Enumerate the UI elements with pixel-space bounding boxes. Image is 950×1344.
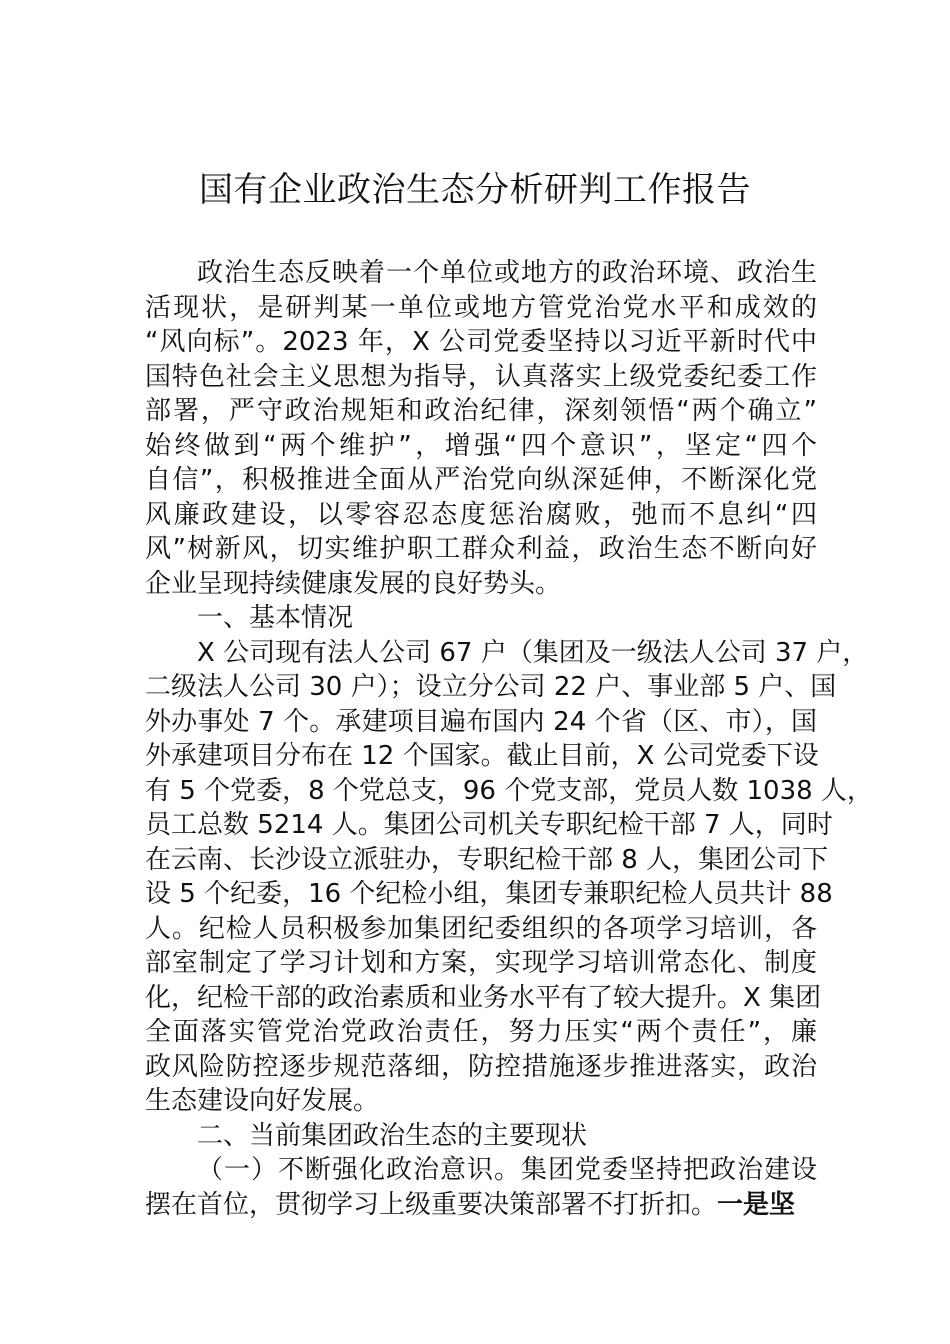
paragraph-line: 全面落实管党治党政治责任，努力压实“两个责任”，廉 [145,1017,817,1047]
paragraph-line: 外承建项目分布在 12 个国家。截止目前，X 公司党委下设 [145,741,819,771]
paragraph-line: 始终做到“两个维护”，增强“四个意识”，坚定“四个 [145,430,817,461]
paragraph-line: 化，纪检干部的政治素质和业务水平有了较大提升。X 集团 [145,982,822,1013]
section-heading: 二、当前集团政治生态的主要现状 [197,1120,588,1151]
paragraph-line: 生态建设向好发展。 [145,1086,380,1116]
paragraph-text: 摆在首位，贯彻学习上级重要决策部署不打折扣。 [145,1189,718,1220]
paragraph-line: X 公司现有法人公司 67 户（集团及一级法人公司 37 户， [197,637,869,668]
paragraph-line: 在云南、长沙设立派驻办，专职纪检干部 8 人，集团公司下 [145,844,829,875]
paragraph-line: 二级法人公司 30 户）；设立分公司 22 户、事业部 5 户、国 [145,672,837,702]
section-heading: 一、基本情况 [197,603,354,633]
paragraph-line: 企业呈现持续健康发展的良好势头。 [145,568,562,599]
paragraph-line: 外办事处 7 个。承建项目遍布国内 24 个省（区、市），国 [145,706,817,737]
paragraph-line: 部室制定了学习计划和方案，实现学习培训常态化、制度 [145,948,817,978]
paragraph-line: 政治生态反映着一个单位或地方的政治环境、政治生 [197,258,817,288]
paragraph-line: 风廉政建设，以零容忍态度惩治腐败，弛而不息纠“四 [145,499,817,530]
paragraph-line: 风”树新风，切实维护职工群众利益，政治生态不断向好 [145,534,817,564]
paragraph-line: 活现状，是研判某一单位或地方管党治党水平和成效的 [145,292,817,323]
paragraph-line: 有 5 个党委，8 个党总支，96 个党支部，党员人数 1038 人， [145,775,873,806]
document-title: 国有企业政治生态分析研判工作报告 [199,170,751,210]
paragraph-line: 部署，严守政治规矩和政治纪律，深刻领悟“两个确立” [145,396,817,426]
paragraph-line: 员工总数 5214 人。集团公司机关专职纪检干部 7 人，同时 [145,810,833,840]
emphasis-text: 一是坚 [717,1189,796,1220]
paragraph-line [145,1188,817,1223]
paragraph-line: 自信”，积极推进全面从严治党向纵深延伸，不断深化党 [145,465,817,495]
paragraph-line: （一）不断强化政治意识。集团党委坚持把政治建设 [197,1155,817,1185]
paragraph-line: 国特色社会主义思想为指导，认真落实上级党委纪委工作 [145,361,817,392]
paragraph-line: 设 5 个纪委，16 个纪检小组，集团专兼职纪检人员共计 88 [145,879,833,909]
paragraph-line: 人。纪检人员积极参加集团纪委组织的各项学习培训，各 [145,913,817,944]
paragraph-line: 政风险防控逐步规范落细，防控措施逐步推进落实，政治 [145,1051,817,1082]
paragraph-line: “风向标”。2023 年，X 公司党委坚持以习近平新时代中 [145,327,817,357]
